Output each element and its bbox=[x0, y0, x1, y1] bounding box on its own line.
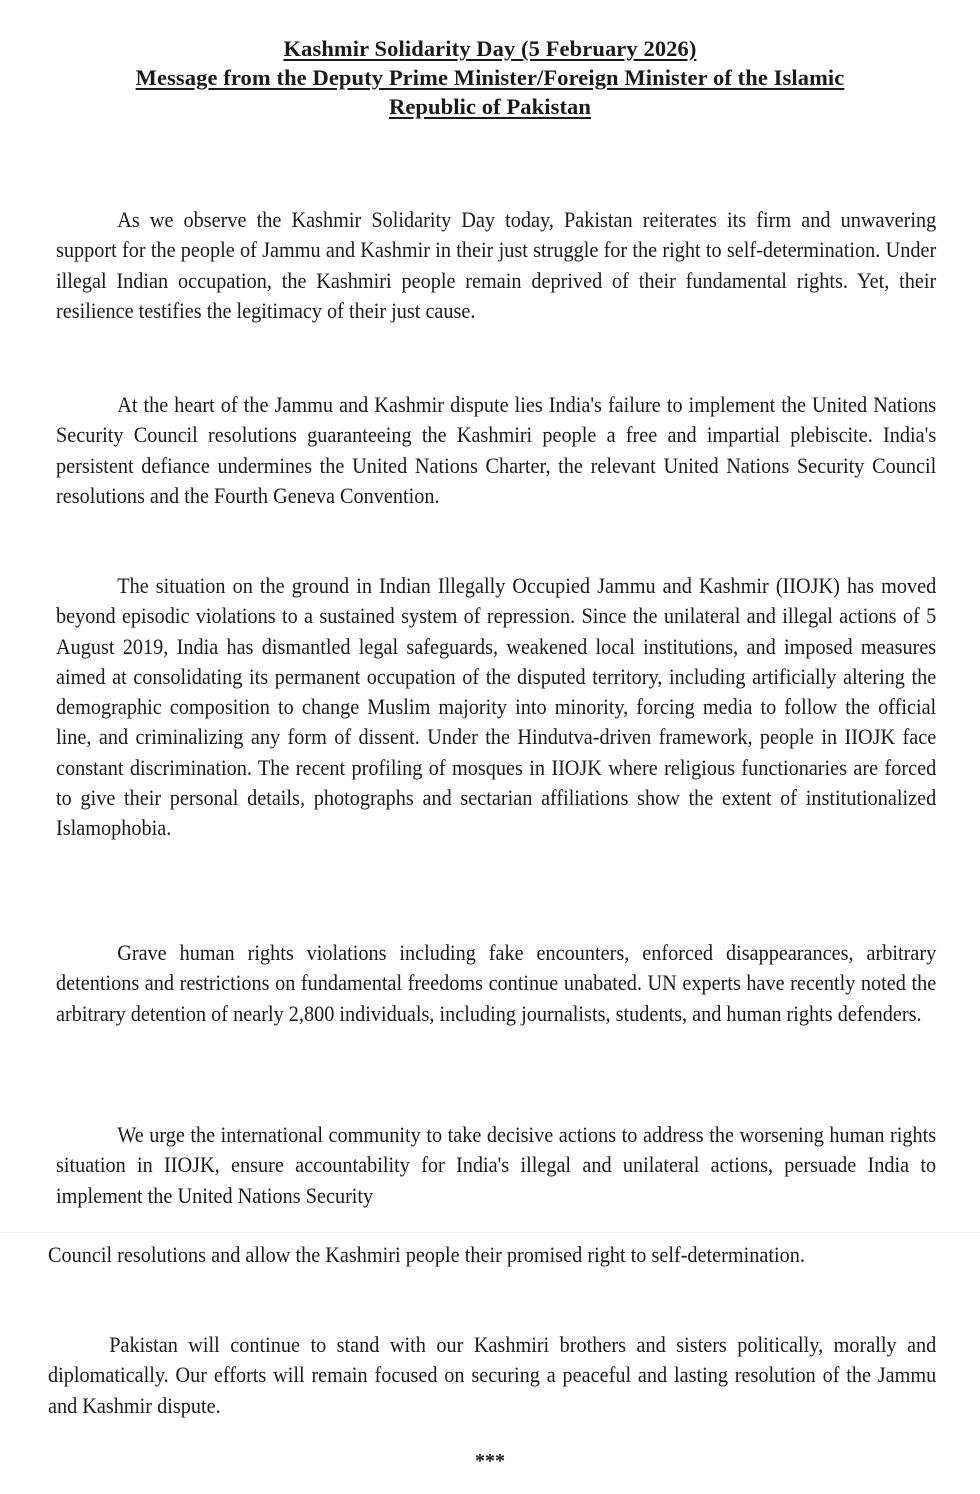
title-line-1: Kashmir Solidarity Day (5 February 2026) bbox=[283, 36, 697, 61]
paragraph-5: We urge the international community to take decisive actions to address the worsening human rights situation in IIOJK, ensure accountability for India's illegal and unilateral actions, persuade India to implement the United Nations Security bbox=[56, 1122, 937, 1208]
title-line-3: Republic of Pakistan bbox=[388, 94, 592, 119]
paragraph-2: At the heart of the Jammu and Kashmir dispute lies India's failure to implement the United Nations Security Council resolutions guaranteeing the Kashmiri people a free and impartial plebiscite. India's persistent defiance undermines the United Nations Charter, the relevant United Nations Security Council resolutions and the Fourth Geneva Convention. bbox=[56, 392, 937, 508]
paragraph-5-continued: Council resolutions and allow the Kashmiri people their promised right to self-determination. bbox=[48, 1242, 805, 1267]
paragraph-6: Pakistan will continue to stand with our Kashmiri brothers and sisters politically, morally and diplomatically. Our efforts will remain focused on securing a peaceful and lasting resolution of the Jammu and Kashmir dispute. bbox=[48, 1332, 937, 1418]
document-header bbox=[0, 34, 980, 121]
paragraph-4: Grave human rights violations including fake encounters, enforced disappearances, arbitrary detentions and restrictions on fundamental freedoms continue unabated. UN experts have recently noted the arbitrary detention of nearly 2,800 individuals, including journalists, students, and human rights defenders. bbox=[56, 940, 937, 1026]
page-join-line bbox=[0, 1232, 980, 1233]
paragraph-3: The situation on the ground in Indian Illegally Occupied Jammu and Kashmir (IIOJK) has moved beyond episodic violations to a sustained system of repression. Since the unilateral and illegal actions of 5 August 2019, India has dismantled legal safeguards, weakened local institutions, and imposed measures aimed at consolidating its permanent occupation of the disputed territory, including artificially altering the demographic composition to change Muslim majority into minority, forcing media to follow the official line, and criminalizing any form of dissent. Under the Hindutva-driven framework, people in IIOJK face constant discrimination. The recent profiling of mosques in IIOJK where religious functionaries are forced to give their personal details, photographs and sectarian affiliations show the extent of institutionalized Islamophobia. bbox=[56, 573, 937, 841]
title-line-2: Message from the Deputy Prime Minister/Foreign Minister of the Islamic bbox=[135, 65, 845, 90]
paragraph-1: As we observe the Kashmir Solidarity Day today, Pakistan reiterates its firm and unwavering support for the people of Jammu and Kashmir in their just struggle for the right to self-determination. Under illegal Indian occupation, the Kashmiri people remain deprived of their fundamental rights. Yet, their resilience testifies the legitimacy of their just cause. bbox=[56, 207, 937, 323]
closing-asterisks: *** bbox=[475, 1450, 505, 1472]
